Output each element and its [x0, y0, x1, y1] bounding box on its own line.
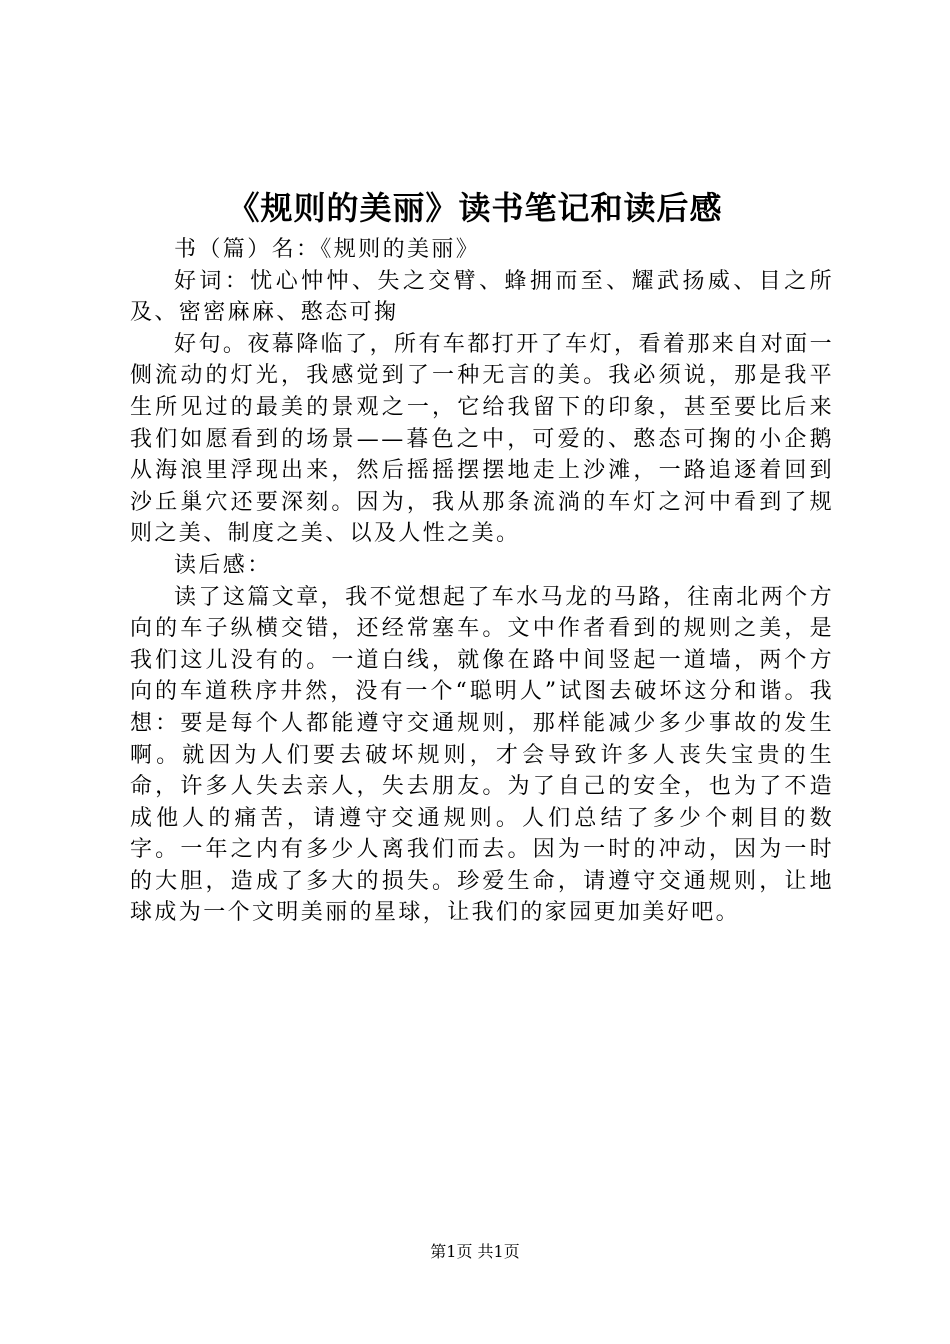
document-title: 《规则的美丽》读书笔记和读后感 — [227, 189, 723, 227]
paragraph-book-name: 书（篇）名：《规则的美丽》 — [174, 237, 481, 262]
page-footer: 第1页 共1页 — [430, 1242, 520, 1261]
paragraph-reflection-heading: 读后感： — [174, 552, 272, 578]
document-body — [130, 234, 834, 929]
paragraph-reflection: 读了这篇文章，我不觉想起了车水马龙的马路，往南北两个方向的车子纵横交错，还经常塞车。文中作者看到的规则之美，是我们这儿没有的。一道白线，就像在路中间竖起一道墙，两个方向的车道秩序井然，没有一个“聪明人”试图去破坏这分和谐。我想：要是每个人都能遵守交通规则，那样能减少多少事故的发生啊。就因为人们要去破坏规则，才会导致许多人丧失宝贵的生命，许多人失去亲人，失去朋友。为了自己的安全，也为了不造成他人的痛苦，请遵守交通规则。人们总结了多少个刺目的数字。一年之内有多少人离我们而去。因为一时的冲动，因为一时的大胆，造成了多大的损失。珍爱生命，请遵守交通规则，让地球成为一个文明美丽的星球，让我们的家园更加美好吧。 — [130, 584, 834, 926]
paragraph-good-sentences: 好句。夜幕降临了，所有车都打开了车灯，看着那来自对面一侧流动的灯光，我感觉到了一种无言的美。我必须说，那是我平生所见过的最美的景观之一，它给我留下的印象，甚至要比后来我们如愿看到的场景——暮色之中，可爱的、憨态可掬的小企鹅从海浪里浮现出来，然后摇摇摆摆地走上沙滩，一路追逐着回到沙丘巢穴还要深刻。因为，我从那条流淌的车灯之河中看到了规则之美、制度之美、以及人性之美。 — [130, 331, 834, 547]
paragraph-good-words: 好词：忧心忡忡、失之交臂、蜂拥而至、耀武扬威、目之所及、密密麻麻、憨态可掬 — [130, 268, 834, 326]
